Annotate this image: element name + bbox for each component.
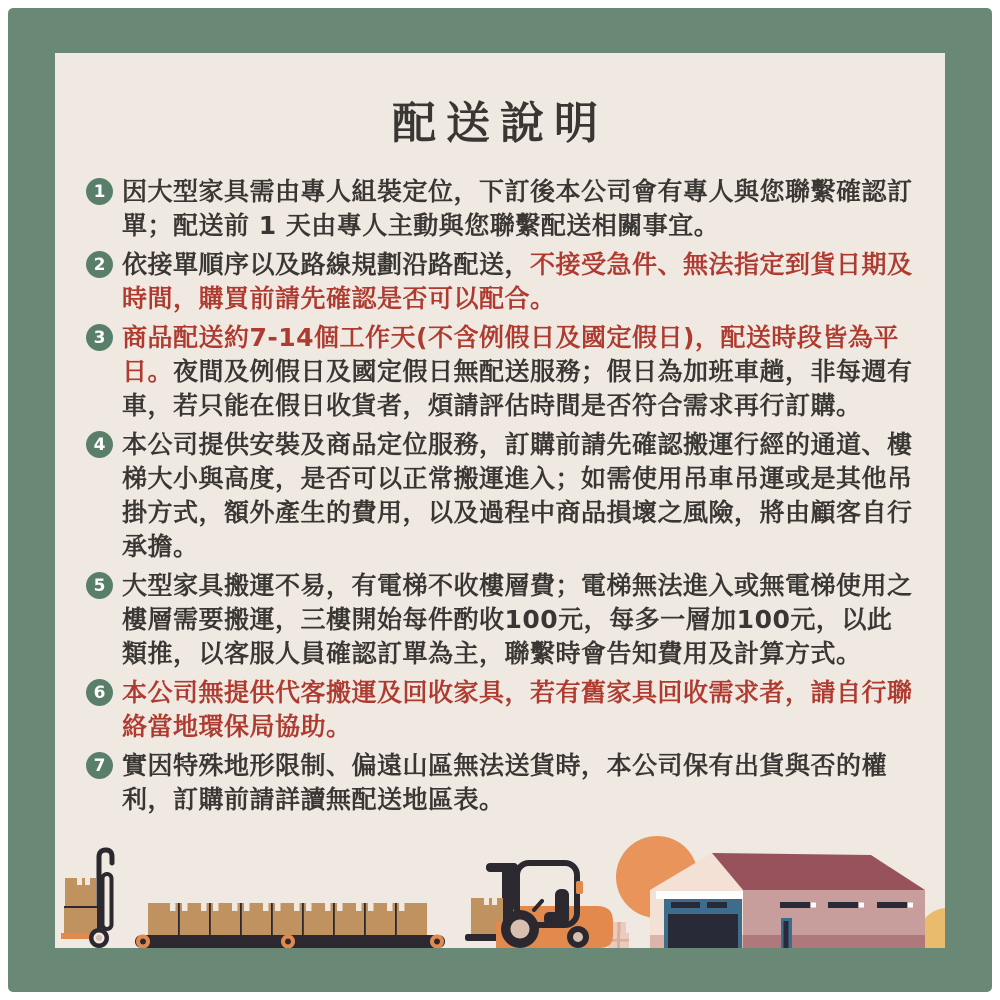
garage-lintel <box>656 891 743 899</box>
note-text <box>122 569 917 671</box>
item-number-badge: 5 <box>86 572 113 599</box>
note-text <box>122 175 917 243</box>
note-text <box>122 749 917 817</box>
hand-truck-icon <box>61 850 112 948</box>
delivery-note-item <box>86 175 917 243</box>
item-number-badge: 1 <box>86 178 113 205</box>
note-text <box>122 248 917 316</box>
delivery-note-item <box>86 749 917 817</box>
garage-door-icon <box>664 899 742 948</box>
note-text-segment: 實因特殊地形限制、偏遠山區無法送貨時，本公司保有出貨與否的權利，訂購前請詳讀無配送地區表。 <box>122 751 888 814</box>
item-number-badge: 3 <box>86 324 113 351</box>
note-text-segment: 商品配送約7-14個工作天(不含例假日及國定假日)，配送時段皆為平日。 <box>122 323 899 386</box>
note-text-segment: 本公司無提供代客搬運及回收家具，若有舊家具回收需求者，請自行聯絡當地環保局協助。 <box>122 678 913 741</box>
note-text-segment: 本公司提供安裝及商品定位服務，訂購前請先確認搬運行經的通道、樓梯大小與高度，是否可以正常搬運進入；如需使用吊車吊運或是其他吊掛方式，額外產生的費用，以及過程中商品損壞之風險，將由顧客自行承擔。 <box>122 430 913 561</box>
delivery-note-item <box>86 428 917 564</box>
delivery-note-item <box>86 321 917 423</box>
note-text-segment: 因大型家具需由專人組裝定位，下訂後本公司會有專人與您聯繫確認訂單；配送前 1 天由專人主動與您聯繫配送相關事宜。 <box>122 177 913 240</box>
note-text <box>122 321 917 423</box>
window-slits <box>780 902 913 908</box>
note-text-segment: 不接受急件、無法指定到貨日期及時間，購買前請先確認是否可以配合。 <box>122 250 913 313</box>
note-text <box>122 676 917 744</box>
page-title: 配送說明 <box>392 98 608 149</box>
warehouse-icon <box>650 853 925 948</box>
item-number-badge: 2 <box>86 251 113 278</box>
note-text-segment: 依接單順序以及路線規劃沿路配送， <box>122 250 531 279</box>
green-frame <box>8 8 992 992</box>
conveyor-belt-icon <box>135 903 445 948</box>
notice-card <box>55 53 945 948</box>
delivery-notes-list <box>55 175 945 817</box>
item-number-badge: 7 <box>86 752 113 779</box>
note-text <box>122 428 917 564</box>
item-number-badge: 4 <box>86 431 113 458</box>
side-door-icon <box>781 918 792 948</box>
delivery-note-item <box>86 248 917 316</box>
item-number-badge: 6 <box>86 679 113 706</box>
note-text-segment: 夜間及例假日及國定假日無配送服務；假日為加班車趟，非每週有車，若只能在假日收貨者，煩請評估時間是否符合需求再行訂購。 <box>122 357 913 420</box>
delivery-note-item <box>86 569 917 671</box>
warehouse-scene-illustration <box>55 813 945 948</box>
forklift-icon <box>465 863 613 948</box>
delivery-note-item <box>86 676 917 744</box>
note-text-segment: 大型家具搬運不易，有電梯不收樓層費；電梯無法進入或無電梯使用之樓層需要搬運，三樓開始每件酌收100元，每多一層加100元，以此類推，以客服人員確認訂單為主，聯繫時會告知費用及計算方式。 <box>122 571 913 668</box>
